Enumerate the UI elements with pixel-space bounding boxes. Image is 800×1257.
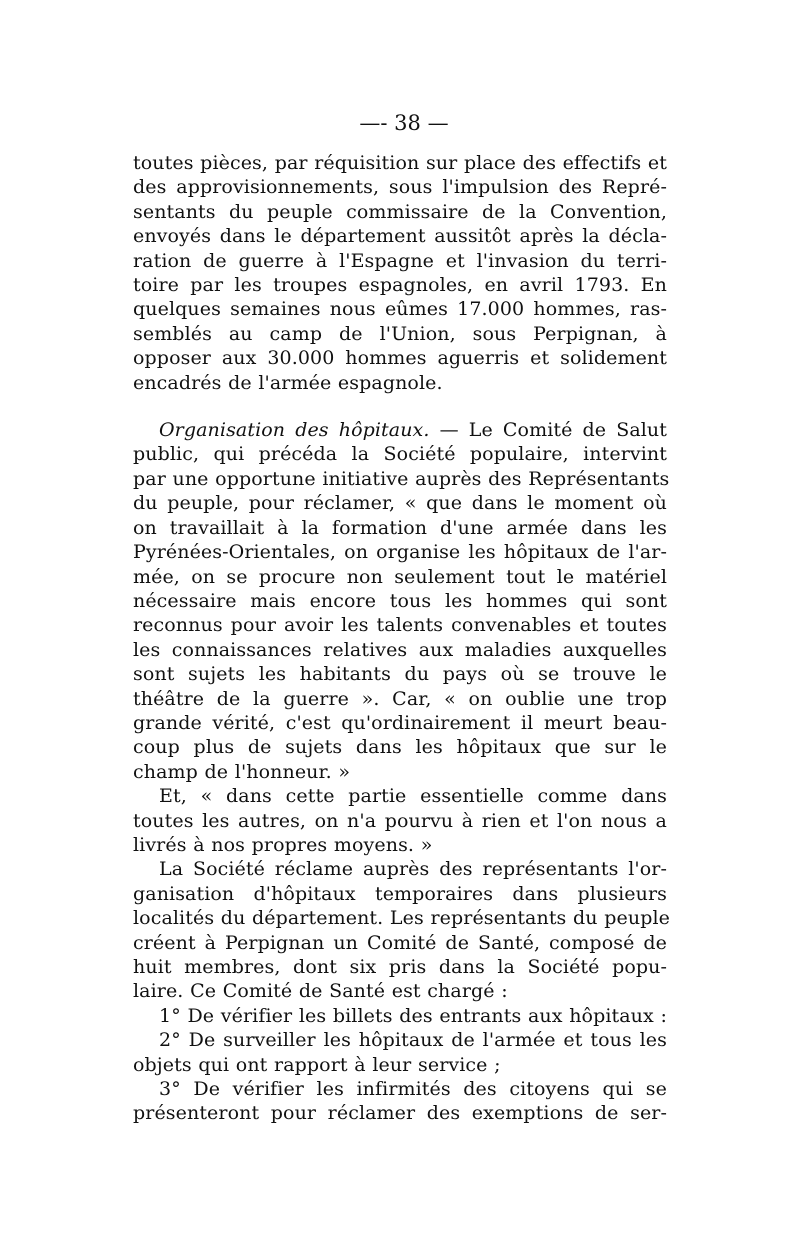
text-line: grande vérité, c'est qu'ordinairement il meurt beau- [133,711,667,734]
text-line: laire. Ce Comité de Santé est chargé : [133,980,508,1003]
text-line: Et, « dans cette partie essentielle comme dans [159,785,667,808]
text-line: champ de l'honneur. » [133,760,351,783]
text-line: ration de guerre à l'Espagne et l'invasion du terri- [133,249,667,272]
text-line: on travaillait à la formation d'une armée dans les [133,516,667,539]
text-line: La Société réclame auprès des représentants l'or- [159,858,667,881]
text-line: toire par les troupes espagnoles, en avril 1793. En [133,274,667,297]
text-fragment: — Le Comité de Salut [429,419,667,442]
text-line: les connaissances relatives aux maladies auxquelles [133,638,667,661]
text-line: semblés au camp de l'Union, sous Perpignan, à [133,322,667,345]
text-line: toutes les autres, on n'a pourvu à rien et l'on nous a [133,809,667,832]
page-number: —- 38 — [359,111,449,135]
text-line: 3° De vérifier les infirmités des citoyens qui se [159,1078,667,1101]
text-line: coup plus de sujets dans les hôpitaux que sur le [133,736,667,759]
text-line: encadrés de l'armée espagnole. [133,371,443,394]
text-line: envoyés dans le département aussitôt après la décla- [133,225,667,248]
text-line: reconnus pour avoir les talents convenables et toutes [133,614,667,637]
text-line: sont sujets les habitants du pays où se trouve le [133,663,667,686]
text-line: nécessaire mais encore tous les hommes qui sont [133,589,667,612]
list-item-3 [133,1077,667,1126]
text-line: ganisation d'hôpitaux temporaires dans plusieurs [133,882,667,905]
paragraph-4 [133,857,671,1003]
list-item-2 [133,1028,667,1077]
text-line: théâtre de la guerre ». Car, « on oublie une trop [133,687,667,710]
text-line: mée, on se procure non seulement tout le matériel [133,565,667,588]
text-line: livrés à nos propres moyens. » [133,833,433,856]
text-line: objets qui ont rapport à leur service ; [133,1053,501,1076]
text-line [133,418,667,442]
paragraph-2 [133,418,670,784]
text-line: des approvisionnements, sous l'impulsion des Repré- [133,176,667,199]
text-line: Pyrénées-Orientales, on organise les hôpitaux de l'ar- [133,541,667,564]
text-line: opposer aux 30.000 hommes aguerris et solidement [133,347,667,370]
text-line: public, qui précéda la Société populaire, intervint [133,443,667,466]
text-line: 2° De surveiller les hôpitaux de l'armée et tous les [159,1029,667,1052]
section-heading: Organisation des hôpitaux. [159,419,430,442]
text-line: huit membres, dont six pris dans la Société popu- [133,956,667,978]
text-line: sentants du peuple commissaire de la Convention, [133,200,667,223]
text-line: présenteront pour réclamer des exemptions de ser- [133,1102,667,1125]
text-line: par une opportune initiative auprès des Représentants [133,467,670,490]
text-line: 1° De vérifier les billets des entrants aux hôpitaux : [159,1004,667,1027]
body-text [133,151,671,1126]
text-line: du peuple, pour réclamer, « que dans le moment où [133,492,667,515]
text-line: quelques semaines nous eûmes 17.000 hommes, ras- [133,298,667,321]
paragraph-3 [133,784,667,857]
paragraph-1 [133,151,667,395]
book-page [133,110,671,1126]
text-line: localités du département. Les représentants du peuple [133,907,671,930]
text-line: créent à Perpignan un Comité de Santé, composé de [133,931,667,954]
text-line: toutes pièces, par réquisition sur place des effectifs et [133,152,667,174]
list-item-1 [133,1004,667,1028]
